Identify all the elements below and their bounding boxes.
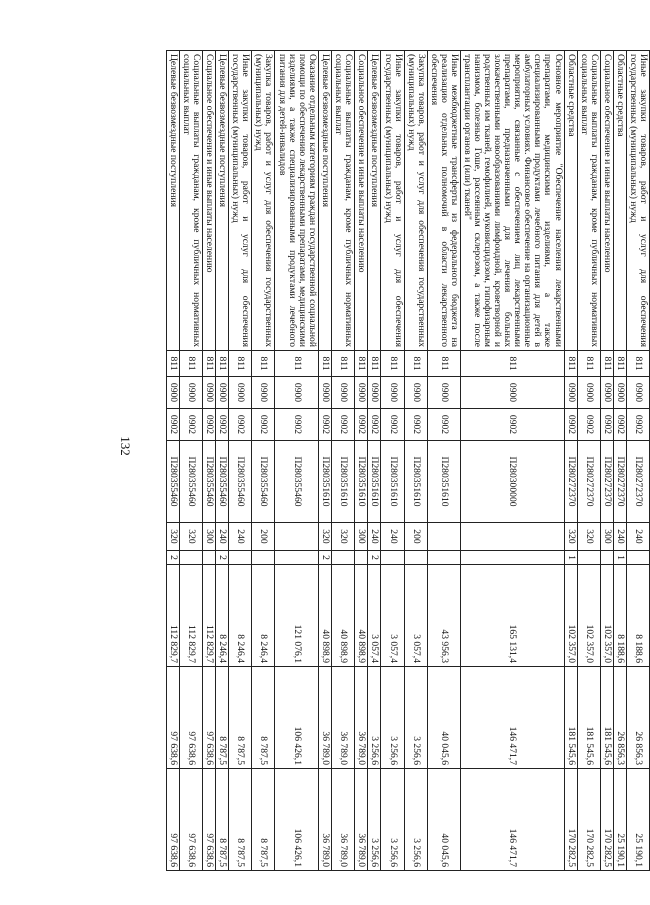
cell-sum2: 8 787,5	[228, 667, 251, 769]
cell-vr: 240	[215, 523, 228, 551]
cell-note	[228, 551, 251, 565]
cell-name: Закупка товаров, работ и услуг для обеспечения государственных (муниципальных) нужд	[252, 51, 275, 351]
cell-name: Оказание отдельным категориям граждан государственной социальной помощи по обеспечению лекарственными препаратами, медицинскими изделиями, а также специализированными продуктами лечебного питания для детей-инвалидов	[275, 51, 319, 351]
cell-sum1: 121 076,1	[275, 565, 319, 667]
cell-vr	[460, 523, 564, 551]
cell-vr: 240	[626, 523, 649, 551]
cell-csr: П280355460	[202, 441, 215, 523]
cell-sum3: 146 471,7	[460, 769, 564, 871]
table-row	[564, 51, 577, 871]
cell-sum2: 8 787,5	[215, 667, 228, 769]
cell-name: Социальное обеспечение и иные выплаты населению	[600, 51, 613, 351]
cell-vr: 300	[355, 523, 368, 551]
cell-note	[577, 551, 600, 565]
table-row	[355, 51, 368, 871]
table-row	[179, 51, 202, 871]
cell-sum1: 8 246,4	[228, 565, 251, 667]
cell-csr: П280351610	[332, 441, 355, 523]
cell-sum2: 36 789,0	[355, 667, 368, 769]
cell-sum2: 40 045,6	[427, 667, 460, 769]
cell-csr: П280351610	[355, 441, 368, 523]
cell-pr: 0902	[332, 409, 355, 441]
cell-csr: П280272370	[613, 441, 626, 523]
cell-rz: 0900	[319, 377, 332, 409]
cell-note	[404, 551, 427, 565]
cell-ved: 811	[427, 351, 460, 377]
cell-rz: 0900	[368, 377, 381, 409]
cell-sum3: 170 282,5	[600, 769, 613, 871]
cell-sum3: 36 789,0	[332, 769, 355, 871]
cell-vr: 320	[332, 523, 355, 551]
cell-ved: 811	[368, 351, 381, 377]
cell-vr	[427, 523, 460, 551]
cell-sum2: 3 256,6	[381, 667, 404, 769]
cell-vr: 320	[564, 523, 577, 551]
cell-rz: 0900	[577, 377, 600, 409]
page-number: 132	[118, 436, 133, 456]
cell-note: 2	[166, 551, 179, 565]
cell-rz: 0900	[404, 377, 427, 409]
cell-rz: 0900	[355, 377, 368, 409]
cell-pr: 0902	[600, 409, 613, 441]
cell-sum1: 40 898,9	[319, 565, 332, 667]
cell-name: Социальные выплаты гражданам, кроме публичных нормативных социальных выплат	[332, 51, 355, 351]
cell-note	[275, 551, 319, 565]
cell-note	[252, 551, 275, 565]
cell-pr: 0902	[355, 409, 368, 441]
cell-sum1: 8 246,4	[252, 565, 275, 667]
cell-ved: 811	[202, 351, 215, 377]
cell-pr: 0902	[166, 409, 179, 441]
cell-sum1: 3 057,4	[404, 565, 427, 667]
cell-sum1: 8 246,4	[215, 565, 228, 667]
table-row	[228, 51, 251, 871]
cell-ved: 811	[215, 351, 228, 377]
cell-csr: П280272370	[564, 441, 577, 523]
cell-rz: 0900	[332, 377, 355, 409]
cell-name: Целевые безвозмездные поступления	[215, 51, 228, 351]
cell-vr: 240	[368, 523, 381, 551]
cell-name: Основное мероприятие "Обеспечение населения лекарственными препаратами, медицинскими изделиями, а также специализированными продуктами лечебного питания для детей в амбулаторных условиях. Финансовое обеспечение на организационные мероприятия, связанные с обеспечением лиц лекарственными препаратами, предназначенными для лечения больных злокачественными новообразованиями лимфоидной, кроветворной и родственных им тканей, гемофилией, муковисцидозом, гипофизарным нанизмом, болезнью Гоше, рассеянным склерозом, а также после трансплантации органов и (или) тканей"	[460, 51, 564, 351]
cell-rz: 0900	[179, 377, 202, 409]
table-row	[626, 51, 649, 871]
table-row	[275, 51, 319, 871]
cell-name: Иные межбюджетные трансферты из федерального бюджета на реализацию отдельных полномочий в области лекарственного обеспечения	[427, 51, 460, 351]
table-row	[215, 51, 228, 871]
cell-note	[626, 551, 649, 565]
cell-vr: 200	[252, 523, 275, 551]
cell-note: 2	[368, 551, 381, 565]
cell-sum3: 97 638,6	[179, 769, 202, 871]
cell-rz: 0900	[427, 377, 460, 409]
cell-sum2: 3 256,6	[404, 667, 427, 769]
cell-sum3: 97 638,6	[202, 769, 215, 871]
cell-csr: П280351610	[319, 441, 332, 523]
cell-sum3: 3 256,6	[381, 769, 404, 871]
cell-sum1: 165 131,4	[460, 565, 564, 667]
cell-name: Закупка товаров, работ и услуг для обеспечения государственных (муниципальных) нужд	[404, 51, 427, 351]
cell-pr: 0902	[460, 409, 564, 441]
cell-sum2: 181 545,6	[577, 667, 600, 769]
cell-pr: 0902	[577, 409, 600, 441]
cell-sum3: 40 045,6	[427, 769, 460, 871]
cell-ved: 811	[166, 351, 179, 377]
table-row	[613, 51, 626, 871]
cell-name: Иные закупки товаров, работ и услуг для обеспечения государственных (муниципальных) нужд	[626, 51, 649, 351]
cell-csr: П280351610	[381, 441, 404, 523]
cell-sum1: 112 829,7	[202, 565, 215, 667]
cell-note: 1	[613, 551, 626, 565]
cell-csr: П280355460	[252, 441, 275, 523]
cell-rz: 0900	[252, 377, 275, 409]
cell-sum2: 97 638,6	[179, 667, 202, 769]
cell-csr: П280351610	[368, 441, 381, 523]
cell-name: Целевые безвозмездные поступления	[319, 51, 332, 351]
cell-pr: 0902	[427, 409, 460, 441]
cell-name: Социальные выплаты гражданам, кроме публичных нормативных социальных выплат	[577, 51, 600, 351]
cell-csr: П280355460	[179, 441, 202, 523]
cell-vr: 200	[404, 523, 427, 551]
cell-name: Социальное обеспечение и иные выплаты населению	[355, 51, 368, 351]
cell-csr: П280355460	[215, 441, 228, 523]
cell-sum2: 26 856,3	[626, 667, 649, 769]
cell-sum1: 112 829,7	[179, 565, 202, 667]
cell-sum3: 106 426,1	[275, 769, 319, 871]
cell-sum2: 36 789,0	[332, 667, 355, 769]
cell-rz: 0900	[600, 377, 613, 409]
cell-vr: 320	[166, 523, 179, 551]
cell-csr: П280300000	[460, 441, 564, 523]
cell-ved: 811	[275, 351, 319, 377]
table-row	[600, 51, 613, 871]
cell-sum3: 3 256,6	[404, 769, 427, 871]
cell-sum1: 3 057,4	[381, 565, 404, 667]
cell-pr: 0902	[368, 409, 381, 441]
cell-pr: 0902	[613, 409, 626, 441]
cell-csr: П280351610	[427, 441, 460, 523]
table-body	[166, 51, 649, 871]
cell-vr: 320	[179, 523, 202, 551]
cell-pr: 0902	[626, 409, 649, 441]
budget-table	[166, 50, 650, 871]
cell-note	[381, 551, 404, 565]
cell-rz: 0900	[166, 377, 179, 409]
cell-rz: 0900	[564, 377, 577, 409]
cell-note	[202, 551, 215, 565]
cell-note	[355, 551, 368, 565]
cell-sum3: 36 789,0	[319, 769, 332, 871]
cell-ved: 811	[564, 351, 577, 377]
cell-sum1: 3 057,4	[368, 565, 381, 667]
cell-name: Иные закупки товаров, работ и услуг для обеспечения государственных (муниципальных) нужд	[228, 51, 251, 351]
cell-sum1: 8 188,6	[626, 565, 649, 667]
cell-rz: 0900	[228, 377, 251, 409]
cell-sum1: 8 188,6	[613, 565, 626, 667]
rotated-table-container	[0, 50, 650, 867]
cell-ved: 811	[332, 351, 355, 377]
cell-ved: 811	[626, 351, 649, 377]
cell-sum3: 25 190,1	[613, 769, 626, 871]
table-row	[252, 51, 275, 871]
cell-vr: 320	[577, 523, 600, 551]
cell-sum2: 146 471,7	[460, 667, 564, 769]
cell-sum3: 25 190,1	[626, 769, 649, 871]
cell-rz: 0900	[613, 377, 626, 409]
cell-csr: П280351610	[404, 441, 427, 523]
table-row	[202, 51, 215, 871]
cell-rz: 0900	[215, 377, 228, 409]
table-row	[166, 51, 179, 871]
cell-pr: 0902	[215, 409, 228, 441]
cell-note	[179, 551, 202, 565]
cell-pr: 0902	[275, 409, 319, 441]
table-row	[427, 51, 460, 871]
cell-sum1: 102 357,0	[600, 565, 613, 667]
cell-sum2: 97 638,6	[202, 667, 215, 769]
cell-ved: 811	[228, 351, 251, 377]
cell-ved: 811	[404, 351, 427, 377]
cell-vr: 320	[319, 523, 332, 551]
cell-sum3: 3 256,6	[368, 769, 381, 871]
cell-pr: 0902	[381, 409, 404, 441]
cell-sum1: 40 898,9	[332, 565, 355, 667]
cell-sum3: 8 787,5	[252, 769, 275, 871]
cell-vr: 300	[202, 523, 215, 551]
table-row	[381, 51, 404, 871]
cell-note: 2	[215, 551, 228, 565]
cell-ved: 811	[179, 351, 202, 377]
cell-sum2: 181 545,6	[600, 667, 613, 769]
table-row	[319, 51, 332, 871]
cell-name: Социальные выплаты гражданам, кроме публичных нормативных социальных выплат	[179, 51, 202, 351]
table-row	[577, 51, 600, 871]
cell-pr: 0902	[404, 409, 427, 441]
cell-sum1: 102 357,0	[564, 565, 577, 667]
cell-name: Целевые безвозмездные поступления	[166, 51, 179, 351]
cell-sum2: 36 789,0	[319, 667, 332, 769]
cell-vr	[275, 523, 319, 551]
cell-note: 1	[564, 551, 577, 565]
cell-sum1: 40 898,9	[355, 565, 368, 667]
cell-name: Областные средства	[564, 51, 577, 351]
cell-pr: 0902	[179, 409, 202, 441]
cell-ved: 811	[613, 351, 626, 377]
cell-rz: 0900	[460, 377, 564, 409]
cell-pr: 0902	[252, 409, 275, 441]
cell-sum2: 106 426,1	[275, 667, 319, 769]
cell-ved: 811	[355, 351, 368, 377]
cell-sum3: 170 282,5	[564, 769, 577, 871]
cell-csr: П280355460	[166, 441, 179, 523]
table-row	[368, 51, 381, 871]
cell-name: Иные закупки товаров, работ и услуг для обеспечения государственных (муниципальных) нужд	[381, 51, 404, 351]
cell-ved: 811	[319, 351, 332, 377]
cell-pr: 0902	[564, 409, 577, 441]
cell-sum2: 26 856,3	[613, 667, 626, 769]
table-row	[332, 51, 355, 871]
cell-vr: 300	[600, 523, 613, 551]
cell-rz: 0900	[275, 377, 319, 409]
cell-ved: 811	[252, 351, 275, 377]
cell-sum3: 36 789,0	[355, 769, 368, 871]
table-row	[404, 51, 427, 871]
cell-ved: 811	[460, 351, 564, 377]
cell-note	[460, 551, 564, 565]
cell-sum2: 181 545,6	[564, 667, 577, 769]
cell-sum1: 102 357,0	[577, 565, 600, 667]
cell-sum3: 8 787,5	[215, 769, 228, 871]
cell-note	[600, 551, 613, 565]
cell-vr: 240	[228, 523, 251, 551]
cell-sum2: 97 638,6	[166, 667, 179, 769]
cell-csr: П280355460	[228, 441, 251, 523]
cell-csr: П280355460	[275, 441, 319, 523]
cell-sum2: 3 256,6	[368, 667, 381, 769]
cell-ved: 811	[577, 351, 600, 377]
cell-note	[427, 551, 460, 565]
cell-ved: 811	[381, 351, 404, 377]
cell-ved: 811	[600, 351, 613, 377]
cell-name: Областные средства	[613, 51, 626, 351]
cell-sum1: 112 829,7	[166, 565, 179, 667]
cell-csr: П280272370	[577, 441, 600, 523]
cell-vr: 240	[381, 523, 404, 551]
cell-csr: П280272370	[600, 441, 613, 523]
cell-sum1: 43 956,3	[427, 565, 460, 667]
cell-name: Социальное обеспечение и иные выплаты населению	[202, 51, 215, 351]
cell-pr: 0902	[319, 409, 332, 441]
cell-note: 2	[319, 551, 332, 565]
cell-rz: 0900	[202, 377, 215, 409]
table-row	[460, 51, 564, 871]
cell-sum3: 170 282,5	[577, 769, 600, 871]
cell-pr: 0902	[228, 409, 251, 441]
cell-sum3: 97 638,6	[166, 769, 179, 871]
cell-sum2: 8 787,5	[252, 667, 275, 769]
cell-rz: 0900	[626, 377, 649, 409]
cell-pr: 0902	[202, 409, 215, 441]
cell-name: Целевые безвозмездные поступления	[368, 51, 381, 351]
cell-sum3: 8 787,5	[228, 769, 251, 871]
cell-note	[332, 551, 355, 565]
cell-vr: 240	[613, 523, 626, 551]
cell-rz: 0900	[381, 377, 404, 409]
cell-csr: П280272370	[626, 441, 649, 523]
